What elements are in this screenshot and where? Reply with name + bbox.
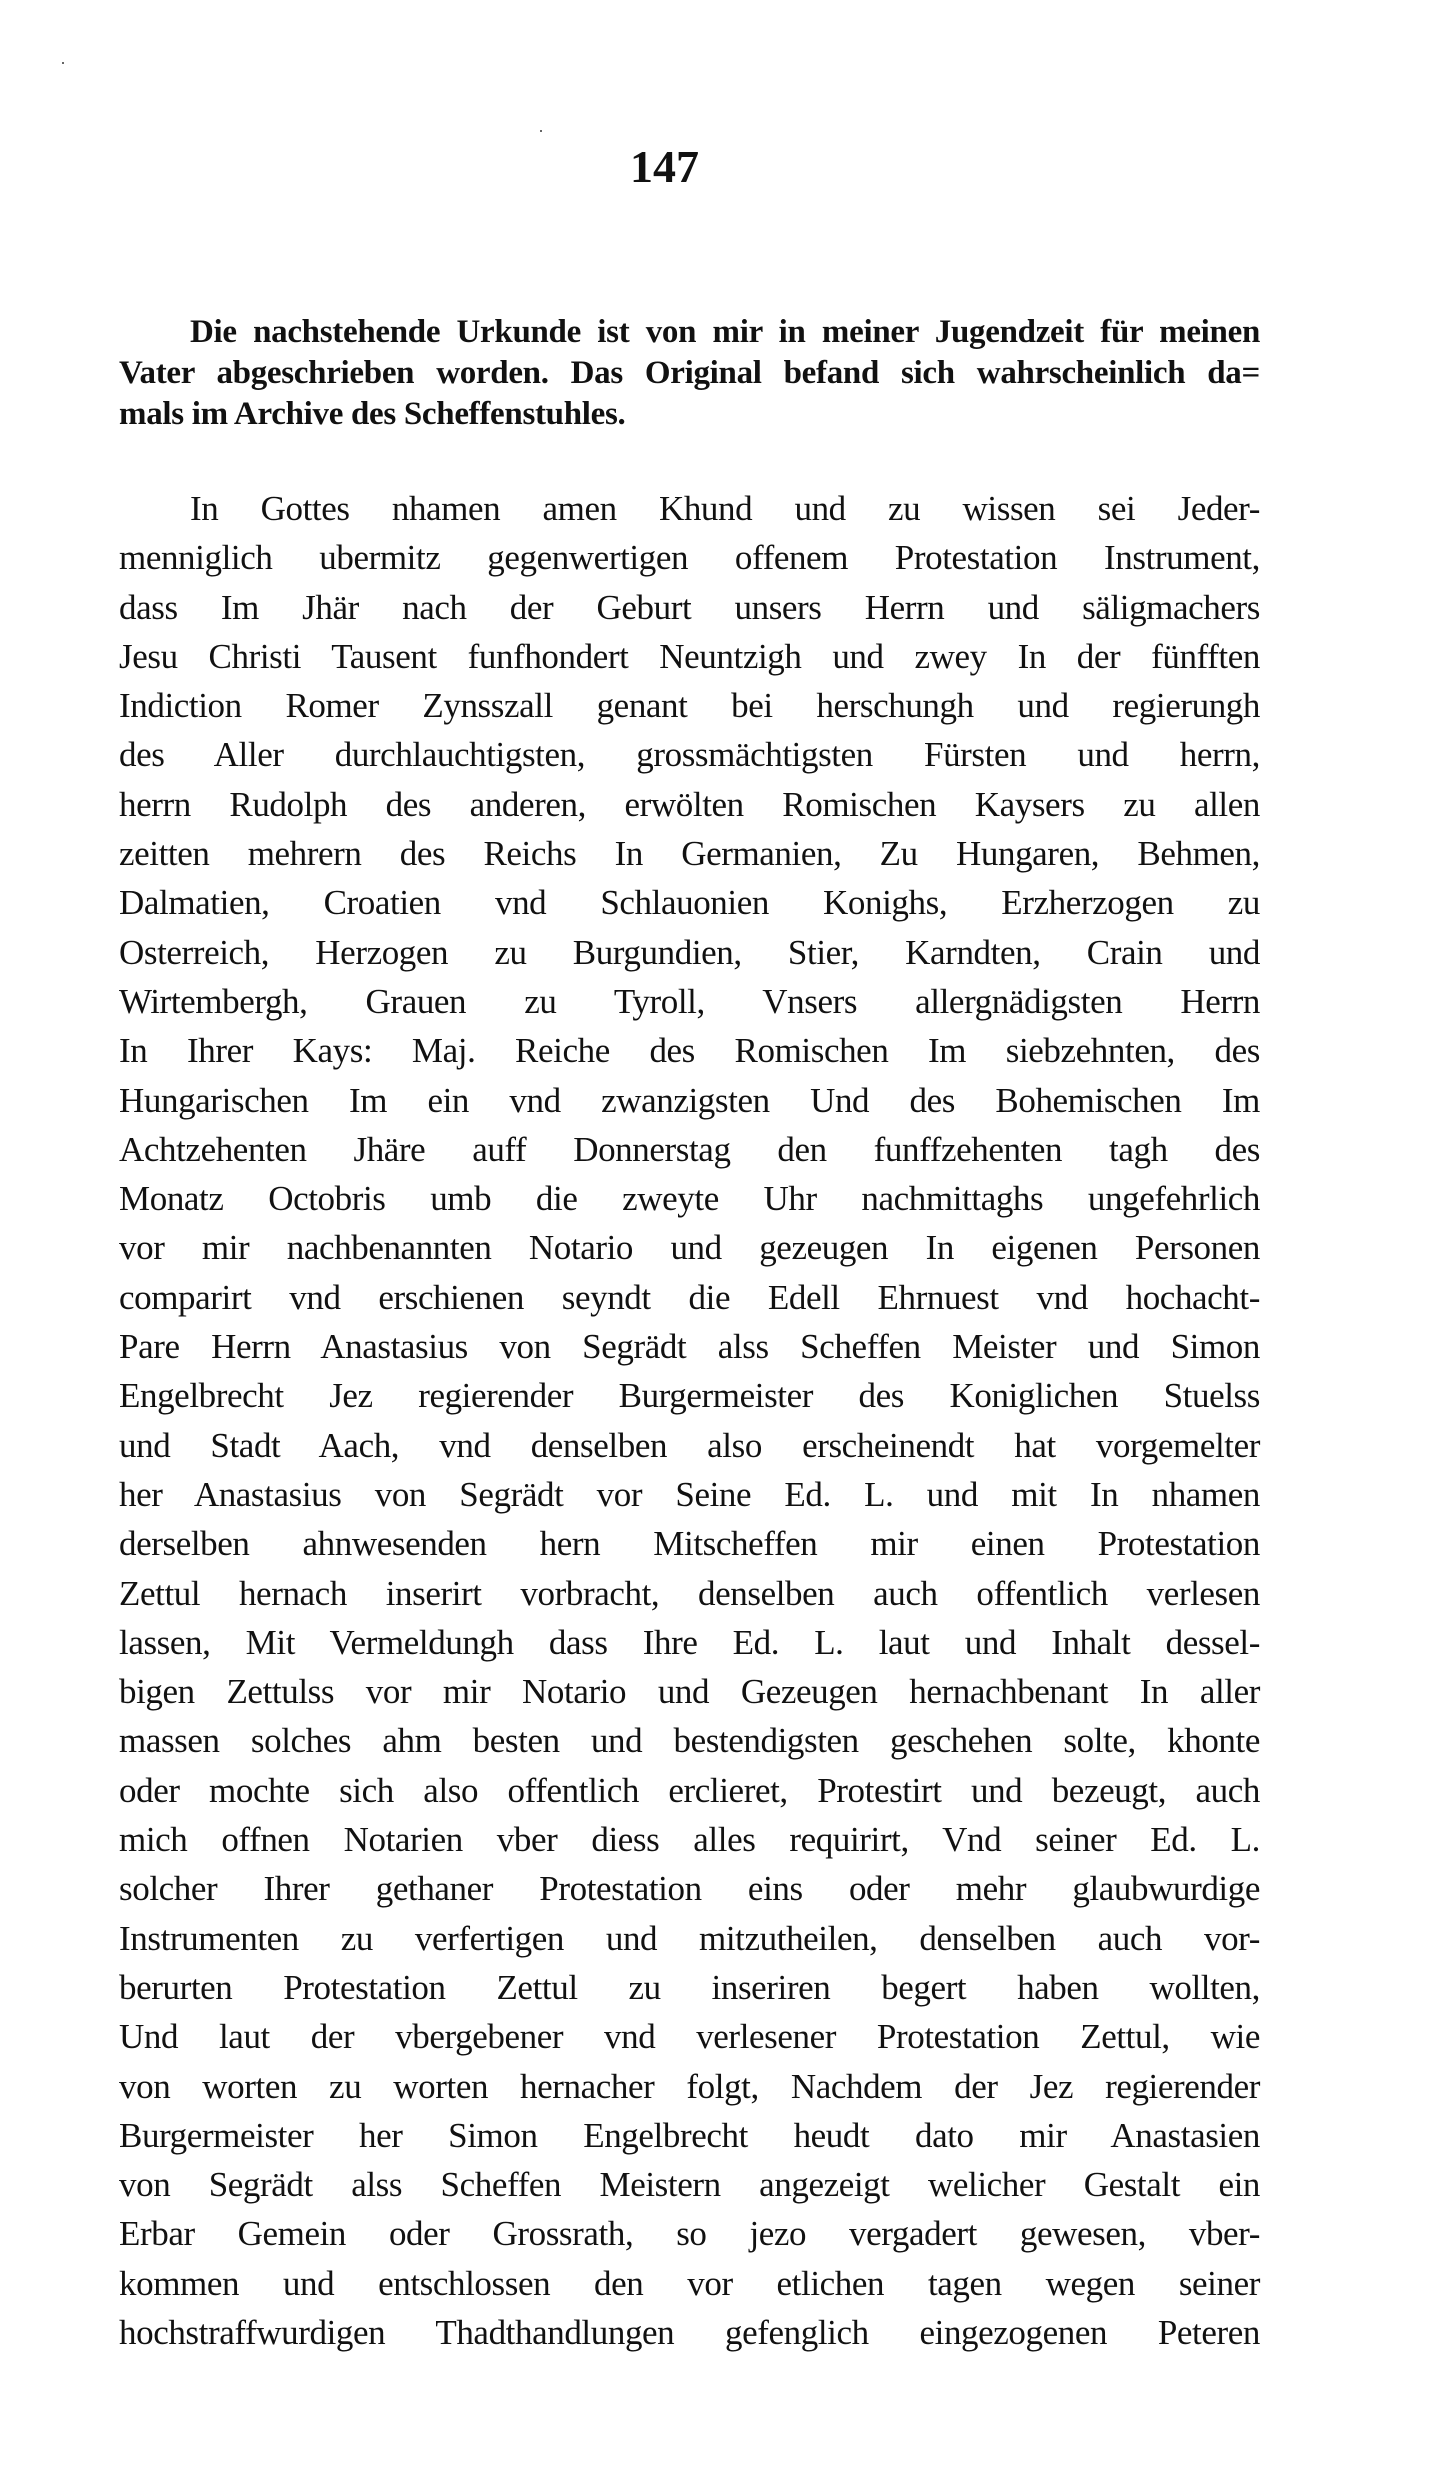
scan-speck <box>540 130 542 132</box>
body-line: comparirt vnd erschienen seyndt die Edell Ehrnuest vnd hochacht- <box>119 1277 1260 1317</box>
body-line: Burgermeister her Simon Engelbrecht heudt dato mir Anastasien <box>119 2115 1260 2155</box>
body-line: von Segrädt alss Scheffen Meistern angezeigt welicher Gestalt ein <box>119 2165 1260 2205</box>
body-line: oder mochte sich also offentlich erclieret, Protestirt und bezeugt, auch <box>119 1770 1260 1810</box>
document-body <box>119 484 1260 2357</box>
intro-line: Die nachstehende Urkunde ist von mir in meiner Jugendzeit für meinen <box>190 314 1260 350</box>
body-line: lassen, Mit Vermeldungh dass Ihre Ed. L. laut und Inhalt dessel- <box>119 1622 1260 1662</box>
intro-note <box>119 312 1260 435</box>
intro-line: mals im Archive des Scheffenstuhles. <box>119 396 626 432</box>
body-line: Osterreich, Herzogen zu Burgundien, Stier, Karndten, Crain und <box>119 932 1260 972</box>
body-line: Erbar Gemein oder Grossrath, so jezo vergadert gewesen, vber- <box>119 2214 1260 2254</box>
body-line: Zettul hernach inserirt vorbracht, denselben auch offentlich verlesen <box>119 1573 1260 1613</box>
body-line: Instrumenten zu verfertigen und mitzutheilen, denselben auch vor- <box>119 1918 1260 1958</box>
body-line: herrn Rudolph des anderen, erwölten Romischen Kaysers zu allen <box>119 784 1260 824</box>
body-line: berurten Protestation Zettul zu inseriren begert haben wollten, <box>119 1967 1260 2007</box>
body-line: von worten zu worten hernacher folgt, Nachdem der Jez regierender <box>119 2066 1260 2106</box>
body-line: mich offnen Notarien vber diess alles requirirt, Vnd seiner Ed. L. <box>119 1820 1260 1860</box>
intro-line: Vater abgeschrieben worden. Das Original befand sich wahrscheinlich da= <box>119 355 1260 391</box>
body-line: massen solches ahm besten und bestendigsten geschehen solte, khonte <box>119 1721 1260 1761</box>
body-line: Hungarischen Im ein vnd zwanzigsten Und des Bohemischen Im <box>119 1080 1260 1120</box>
body-line: dass Im Jhär nach der Geburt unsers Herrn und säligmachers <box>119 587 1260 627</box>
scan-speck <box>62 62 64 64</box>
page-number: 147 <box>630 141 699 192</box>
body-line: Und laut der vbergebener vnd verlesener Protestation Zettul, wie <box>119 2017 1260 2057</box>
body-line: her Anastasius von Segrädt vor Seine Ed. L. und mit In nhamen <box>119 1474 1260 1514</box>
body-line: In Ihrer Kays: Maj. Reiche des Romischen Im siebzehnten, des <box>119 1031 1260 1071</box>
body-line: derselben ahnwesenden hern Mitscheffen mir einen Protestation <box>119 1524 1260 1564</box>
body-line: Pare Herrn Anastasius von Segrädt alss Scheffen Meister und Simon <box>119 1327 1260 1367</box>
body-line: bigen Zettulss vor mir Notario und Gezeugen hernachbenant In aller <box>119 1672 1260 1712</box>
body-line: kommen und entschlossen den vor etlichen tagen wegen seiner <box>119 2263 1260 2303</box>
body-line: Achtzehenten Jhäre auff Donnerstag den funffzehenten tagh des <box>119 1129 1260 1169</box>
body-line: zeitten mehrern des Reichs In Germanien, Zu Hungaren, Behmen, <box>119 834 1260 874</box>
body-line: Dalmatien, Croatien vnd Schlauonien Konighs, Erzherzogen zu <box>119 883 1260 923</box>
body-line: und Stadt Aach, vnd denselben also erscheinendt hat vorgemelter <box>119 1425 1260 1465</box>
body-line: menniglich ubermitz gegenwertigen offenem Protestation Instrument, <box>119 538 1260 578</box>
body-line: Wirtembergh, Grauen zu Tyroll, Vnsers allergnädigsten Herrn <box>119 981 1260 1021</box>
body-line: In Gottes nhamen amen Khund und zu wissen sei Jeder- <box>190 489 1260 528</box>
body-line: Jesu Christi Tausent funfhondert Neuntzigh und zwey In der fünfften <box>119 636 1260 676</box>
body-line: des Aller durchlauchtigsten, grossmächtigsten Fürsten und herrn, <box>119 735 1260 775</box>
body-line: Indiction Romer Zynsszall genant bei herschungh und regierungh <box>119 686 1260 726</box>
body-line: Engelbrecht Jez regierender Burgermeister des Koniglichen Stuelss <box>119 1376 1260 1416</box>
body-line: hochstraffwurdigen Thadthandlungen gefenglich eingezogenen Peteren <box>119 2312 1260 2352</box>
body-line: vor mir nachbenannten Notario und gezeugen In eigenen Personen <box>119 1228 1260 1268</box>
body-line: solcher Ihrer gethaner Protestation eins oder mehr glaubwurdige <box>119 1869 1260 1909</box>
body-line: Monatz Octobris umb die zweyte Uhr nachmittaghs ungefehrlich <box>119 1179 1260 1219</box>
